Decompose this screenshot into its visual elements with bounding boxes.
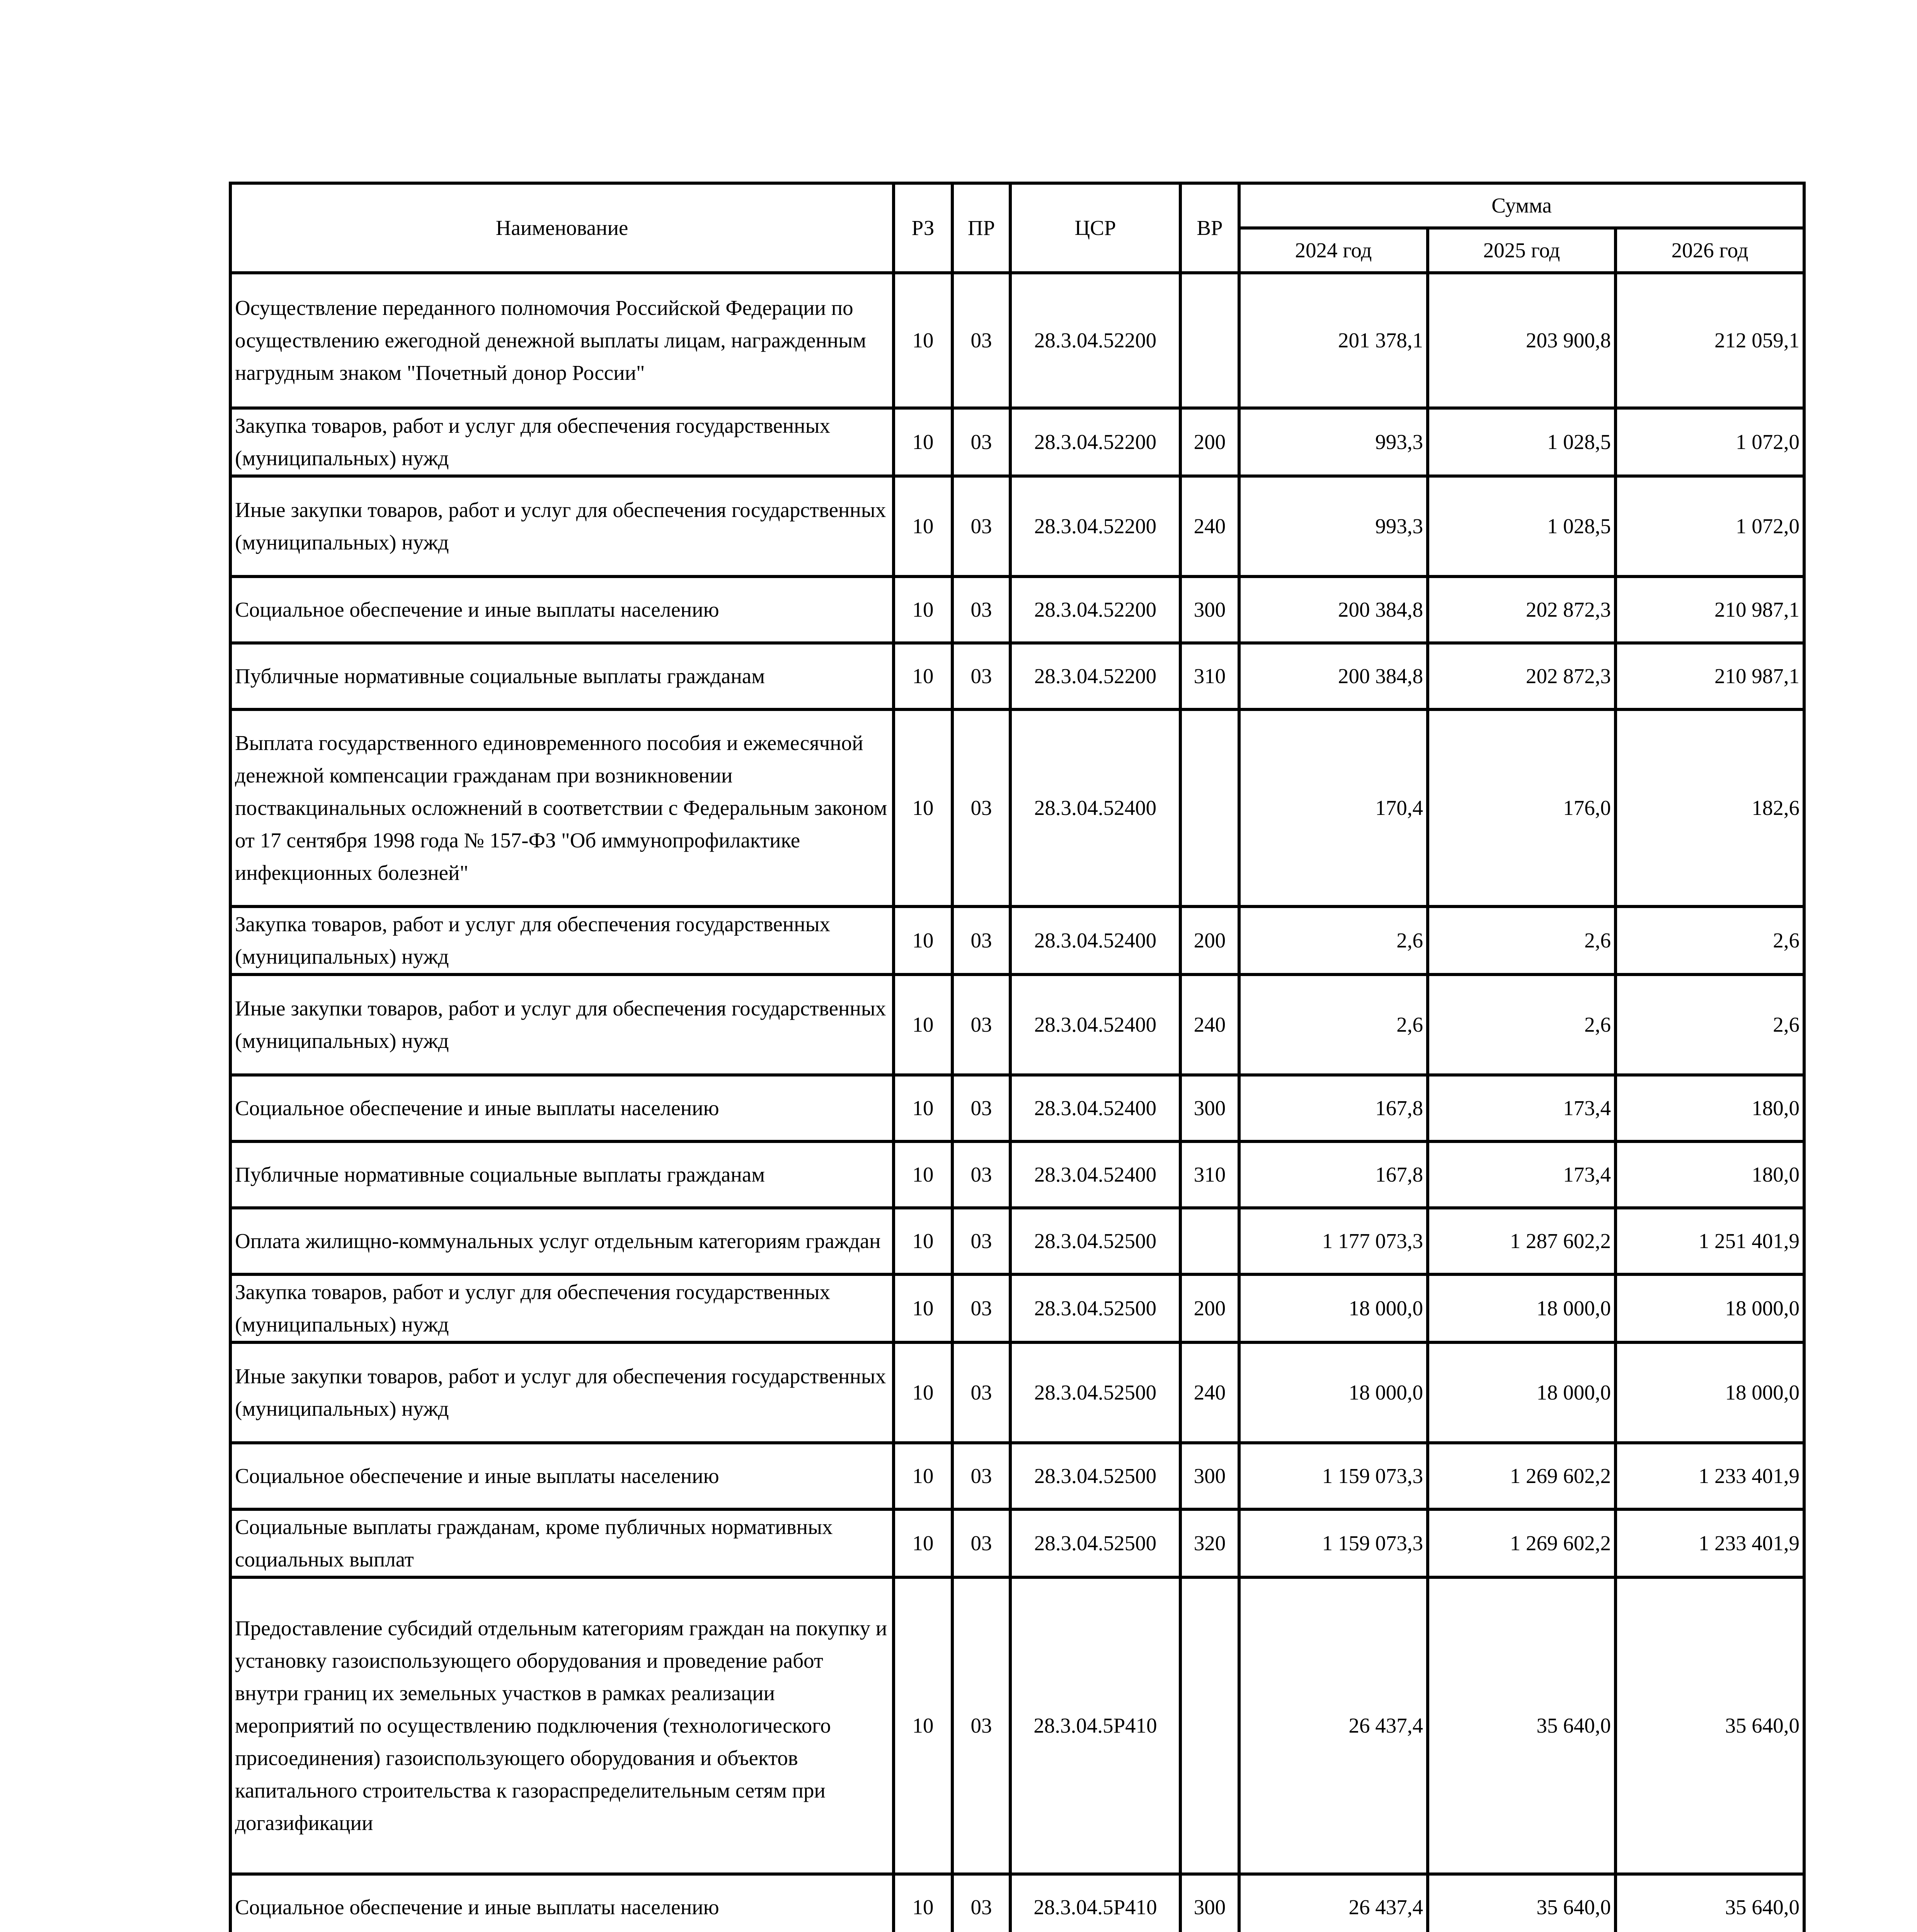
cell-vr: 320 xyxy=(1180,1509,1239,1577)
cell-rz: 10 xyxy=(894,1509,952,1577)
cell-pr: 03 xyxy=(952,577,1010,643)
cell-name: Выплата государственного единовременного пособия и ежемесячной денежной компенсации гражданам при возникновении поствакцинальных осложнений в соответствии с Федеральным законом от 17 сентября 1998 года № 157-ФЗ "Об иммунопрофилактике инфекционных болезней" xyxy=(230,709,894,906)
cell-csr: 28.3.04.52200 xyxy=(1010,577,1180,643)
cell-vr: 300 xyxy=(1180,1874,1239,1932)
cell-pr: 03 xyxy=(952,1443,1010,1509)
cell-2025: 1 028,5 xyxy=(1428,476,1616,577)
table-row xyxy=(230,709,1804,906)
cell-name: Осуществление переданного полномочия Российской Федерации по осуществлению ежегодной денежной выплаты лицам, награжденным нагрудным знаком "Почетный донор России" xyxy=(230,273,894,408)
cell-2025: 18 000,0 xyxy=(1428,1274,1616,1342)
table-row xyxy=(230,1509,1804,1577)
cell-pr: 03 xyxy=(952,273,1010,408)
table-row xyxy=(230,476,1804,577)
table-row xyxy=(230,1208,1804,1274)
cell-rz: 10 xyxy=(894,1443,952,1509)
cell-name: Закупка товаров, работ и услуг для обеспечения государственных (муниципальных) нужд xyxy=(230,1274,894,1342)
cell-vr xyxy=(1180,709,1239,906)
table-body xyxy=(230,273,1804,1932)
cell-2026: 1 233 401,9 xyxy=(1616,1443,1804,1509)
cell-rz: 10 xyxy=(894,906,952,975)
header-name: Наименование xyxy=(230,183,894,273)
table-row xyxy=(230,1075,1804,1141)
cell-2024: 2,6 xyxy=(1239,975,1428,1075)
header-year-2025: 2025 год xyxy=(1428,228,1616,273)
cell-pr: 03 xyxy=(952,408,1010,476)
cell-2024: 18 000,0 xyxy=(1239,1274,1428,1342)
cell-csr: 28.3.04.52400 xyxy=(1010,975,1180,1075)
cell-name: Закупка товаров, работ и услуг для обеспечения государственных (муниципальных) нужд xyxy=(230,906,894,975)
cell-pr: 03 xyxy=(952,906,1010,975)
cell-name: Социальные выплаты гражданам, кроме публичных нормативных социальных выплат xyxy=(230,1509,894,1577)
header-year-2026: 2026 год xyxy=(1616,228,1804,273)
cell-2025: 1 028,5 xyxy=(1428,408,1616,476)
cell-rz: 10 xyxy=(894,1342,952,1443)
cell-rz: 10 xyxy=(894,1274,952,1342)
cell-rz: 10 xyxy=(894,577,952,643)
cell-name: Публичные нормативные социальные выплаты гражданам xyxy=(230,1141,894,1208)
cell-csr: 28.3.04.52200 xyxy=(1010,273,1180,408)
cell-rz: 10 xyxy=(894,1141,952,1208)
cell-rz: 10 xyxy=(894,273,952,408)
cell-2025: 35 640,0 xyxy=(1428,1874,1616,1932)
header-vr: ВР xyxy=(1180,183,1239,273)
cell-name: Иные закупки товаров, работ и услуг для обеспечения государственных (муниципальных) нужд xyxy=(230,975,894,1075)
cell-pr: 03 xyxy=(952,643,1010,709)
cell-pr: 03 xyxy=(952,1342,1010,1443)
table-row xyxy=(230,577,1804,643)
cell-2024: 1 177 073,3 xyxy=(1239,1208,1428,1274)
cell-2026: 18 000,0 xyxy=(1616,1274,1804,1342)
cell-2024: 26 437,4 xyxy=(1239,1874,1428,1932)
cell-2025: 1 269 602,2 xyxy=(1428,1509,1616,1577)
cell-rz: 10 xyxy=(894,1208,952,1274)
cell-name: Иные закупки товаров, работ и услуг для обеспечения государственных (муниципальных) нужд xyxy=(230,1342,894,1443)
cell-pr: 03 xyxy=(952,975,1010,1075)
table-row xyxy=(230,906,1804,975)
cell-2025: 1 269 602,2 xyxy=(1428,1443,1616,1509)
cell-2026: 182,6 xyxy=(1616,709,1804,906)
cell-rz: 10 xyxy=(894,643,952,709)
table-row xyxy=(230,975,1804,1075)
table-row xyxy=(230,1342,1804,1443)
cell-2026: 180,0 xyxy=(1616,1141,1804,1208)
cell-name: Социальное обеспечение и иные выплаты населению xyxy=(230,1075,894,1141)
table-row xyxy=(230,643,1804,709)
cell-2024: 201 378,1 xyxy=(1239,273,1428,408)
cell-2024: 200 384,8 xyxy=(1239,643,1428,709)
cell-rz: 10 xyxy=(894,975,952,1075)
cell-name: Предоставление субсидий отдельным категориям граждан на покупку и установку газоиспользующего оборудования и проведение работ внутри границ их земельных участков в рамках реализации мероприятий по осуществлению подключения (технологического присоединения) газоиспользующего оборудования и объектов капитального строительства к газораспределительным сетям при догазификации xyxy=(230,1577,894,1874)
cell-2025: 2,6 xyxy=(1428,906,1616,975)
cell-2026: 180,0 xyxy=(1616,1075,1804,1141)
table-row xyxy=(230,1443,1804,1509)
cell-pr: 03 xyxy=(952,1274,1010,1342)
cell-rz: 10 xyxy=(894,1874,952,1932)
cell-vr: 200 xyxy=(1180,408,1239,476)
cell-csr: 28.3.04.52400 xyxy=(1010,906,1180,975)
cell-name: Закупка товаров, работ и услуг для обеспечения государственных (муниципальных) нужд xyxy=(230,408,894,476)
cell-2025: 202 872,3 xyxy=(1428,643,1616,709)
cell-csr: 28.3.04.52500 xyxy=(1010,1342,1180,1443)
cell-2024: 2,6 xyxy=(1239,906,1428,975)
cell-name: Оплата жилищно-коммунальных услуг отдельным категориям граждан xyxy=(230,1208,894,1274)
table-row xyxy=(230,1577,1804,1874)
header-pr: ПР xyxy=(952,183,1010,273)
cell-2024: 167,8 xyxy=(1239,1141,1428,1208)
cell-rz: 10 xyxy=(894,1075,952,1141)
cell-csr: 28.3.04.52500 xyxy=(1010,1274,1180,1342)
cell-csr: 28.3.04.52400 xyxy=(1010,1075,1180,1141)
cell-2026: 1 233 401,9 xyxy=(1616,1509,1804,1577)
header-year-2024: 2024 год xyxy=(1239,228,1428,273)
cell-2026: 2,6 xyxy=(1616,975,1804,1075)
cell-2024: 26 437,4 xyxy=(1239,1577,1428,1874)
table-row xyxy=(230,273,1804,408)
cell-2024: 993,3 xyxy=(1239,408,1428,476)
cell-2025: 173,4 xyxy=(1428,1075,1616,1141)
table-row xyxy=(230,1874,1804,1932)
header-csr: ЦСР xyxy=(1010,183,1180,273)
cell-2024: 170,4 xyxy=(1239,709,1428,906)
cell-2025: 2,6 xyxy=(1428,975,1616,1075)
cell-rz: 10 xyxy=(894,709,952,906)
cell-2026: 2,6 xyxy=(1616,906,1804,975)
cell-csr: 28.3.04.52200 xyxy=(1010,408,1180,476)
cell-pr: 03 xyxy=(952,1509,1010,1577)
cell-rz: 10 xyxy=(894,1577,952,1874)
cell-2026: 1 072,0 xyxy=(1616,476,1804,577)
cell-2026: 1 072,0 xyxy=(1616,408,1804,476)
cell-vr: 200 xyxy=(1180,1274,1239,1342)
cell-name: Социальное обеспечение и иные выплаты населению xyxy=(230,577,894,643)
cell-pr: 03 xyxy=(952,1075,1010,1141)
cell-csr: 28.3.04.5P410 xyxy=(1010,1874,1180,1932)
cell-csr: 28.3.04.52500 xyxy=(1010,1443,1180,1509)
cell-2024: 993,3 xyxy=(1239,476,1428,577)
cell-2024: 200 384,8 xyxy=(1239,577,1428,643)
cell-rz: 10 xyxy=(894,476,952,577)
cell-vr: 240 xyxy=(1180,975,1239,1075)
cell-name: Иные закупки товаров, работ и услуг для обеспечения государственных (муниципальных) нужд xyxy=(230,476,894,577)
cell-vr: 300 xyxy=(1180,1443,1239,1509)
cell-csr: 28.3.04.52400 xyxy=(1010,709,1180,906)
cell-2026: 210 987,1 xyxy=(1616,643,1804,709)
cell-csr: 28.3.04.52400 xyxy=(1010,1141,1180,1208)
cell-vr: 240 xyxy=(1180,1342,1239,1443)
cell-vr: 200 xyxy=(1180,906,1239,975)
cell-rz: 10 xyxy=(894,408,952,476)
cell-csr: 28.3.04.52200 xyxy=(1010,643,1180,709)
cell-2026: 1 251 401,9 xyxy=(1616,1208,1804,1274)
cell-vr: 240 xyxy=(1180,476,1239,577)
cell-pr: 03 xyxy=(952,1208,1010,1274)
cell-2024: 1 159 073,3 xyxy=(1239,1443,1428,1509)
cell-2026: 210 987,1 xyxy=(1616,577,1804,643)
cell-pr: 03 xyxy=(952,1874,1010,1932)
header-rz: РЗ xyxy=(894,183,952,273)
cell-vr: 310 xyxy=(1180,643,1239,709)
cell-2025: 1 287 602,2 xyxy=(1428,1208,1616,1274)
cell-csr: 28.3.04.52500 xyxy=(1010,1208,1180,1274)
cell-2026: 18 000,0 xyxy=(1616,1342,1804,1443)
cell-name: Социальное обеспечение и иные выплаты населению xyxy=(230,1874,894,1932)
cell-pr: 03 xyxy=(952,476,1010,577)
cell-2026: 212 059,1 xyxy=(1616,273,1804,408)
cell-pr: 03 xyxy=(952,1577,1010,1874)
cell-2025: 18 000,0 xyxy=(1428,1342,1616,1443)
cell-csr: 28.3.04.52500 xyxy=(1010,1509,1180,1577)
cell-2025: 202 872,3 xyxy=(1428,577,1616,643)
table-row xyxy=(230,1274,1804,1342)
cell-2024: 167,8 xyxy=(1239,1075,1428,1141)
cell-csr: 28.3.04.5P410 xyxy=(1010,1577,1180,1874)
cell-vr xyxy=(1180,1577,1239,1874)
cell-name: Публичные нормативные социальные выплаты гражданам xyxy=(230,643,894,709)
cell-2025: 35 640,0 xyxy=(1428,1577,1616,1874)
header-sum: Сумма xyxy=(1239,183,1804,228)
cell-2024: 18 000,0 xyxy=(1239,1342,1428,1443)
cell-vr: 300 xyxy=(1180,1075,1239,1141)
table-row xyxy=(230,408,1804,476)
cell-2026: 35 640,0 xyxy=(1616,1577,1804,1874)
cell-vr xyxy=(1180,273,1239,408)
cell-2026: 35 640,0 xyxy=(1616,1874,1804,1932)
cell-2025: 173,4 xyxy=(1428,1141,1616,1208)
cell-vr xyxy=(1180,1208,1239,1274)
cell-2025: 203 900,8 xyxy=(1428,273,1616,408)
table-header xyxy=(230,183,1804,273)
cell-pr: 03 xyxy=(952,709,1010,906)
table-row xyxy=(230,1141,1804,1208)
cell-vr: 300 xyxy=(1180,577,1239,643)
cell-csr: 28.3.04.52200 xyxy=(1010,476,1180,577)
cell-pr: 03 xyxy=(952,1141,1010,1208)
cell-2024: 1 159 073,3 xyxy=(1239,1509,1428,1577)
budget-table xyxy=(229,182,1806,1932)
cell-vr: 310 xyxy=(1180,1141,1239,1208)
cell-name: Социальное обеспечение и иные выплаты населению xyxy=(230,1443,894,1509)
cell-2025: 176,0 xyxy=(1428,709,1616,906)
